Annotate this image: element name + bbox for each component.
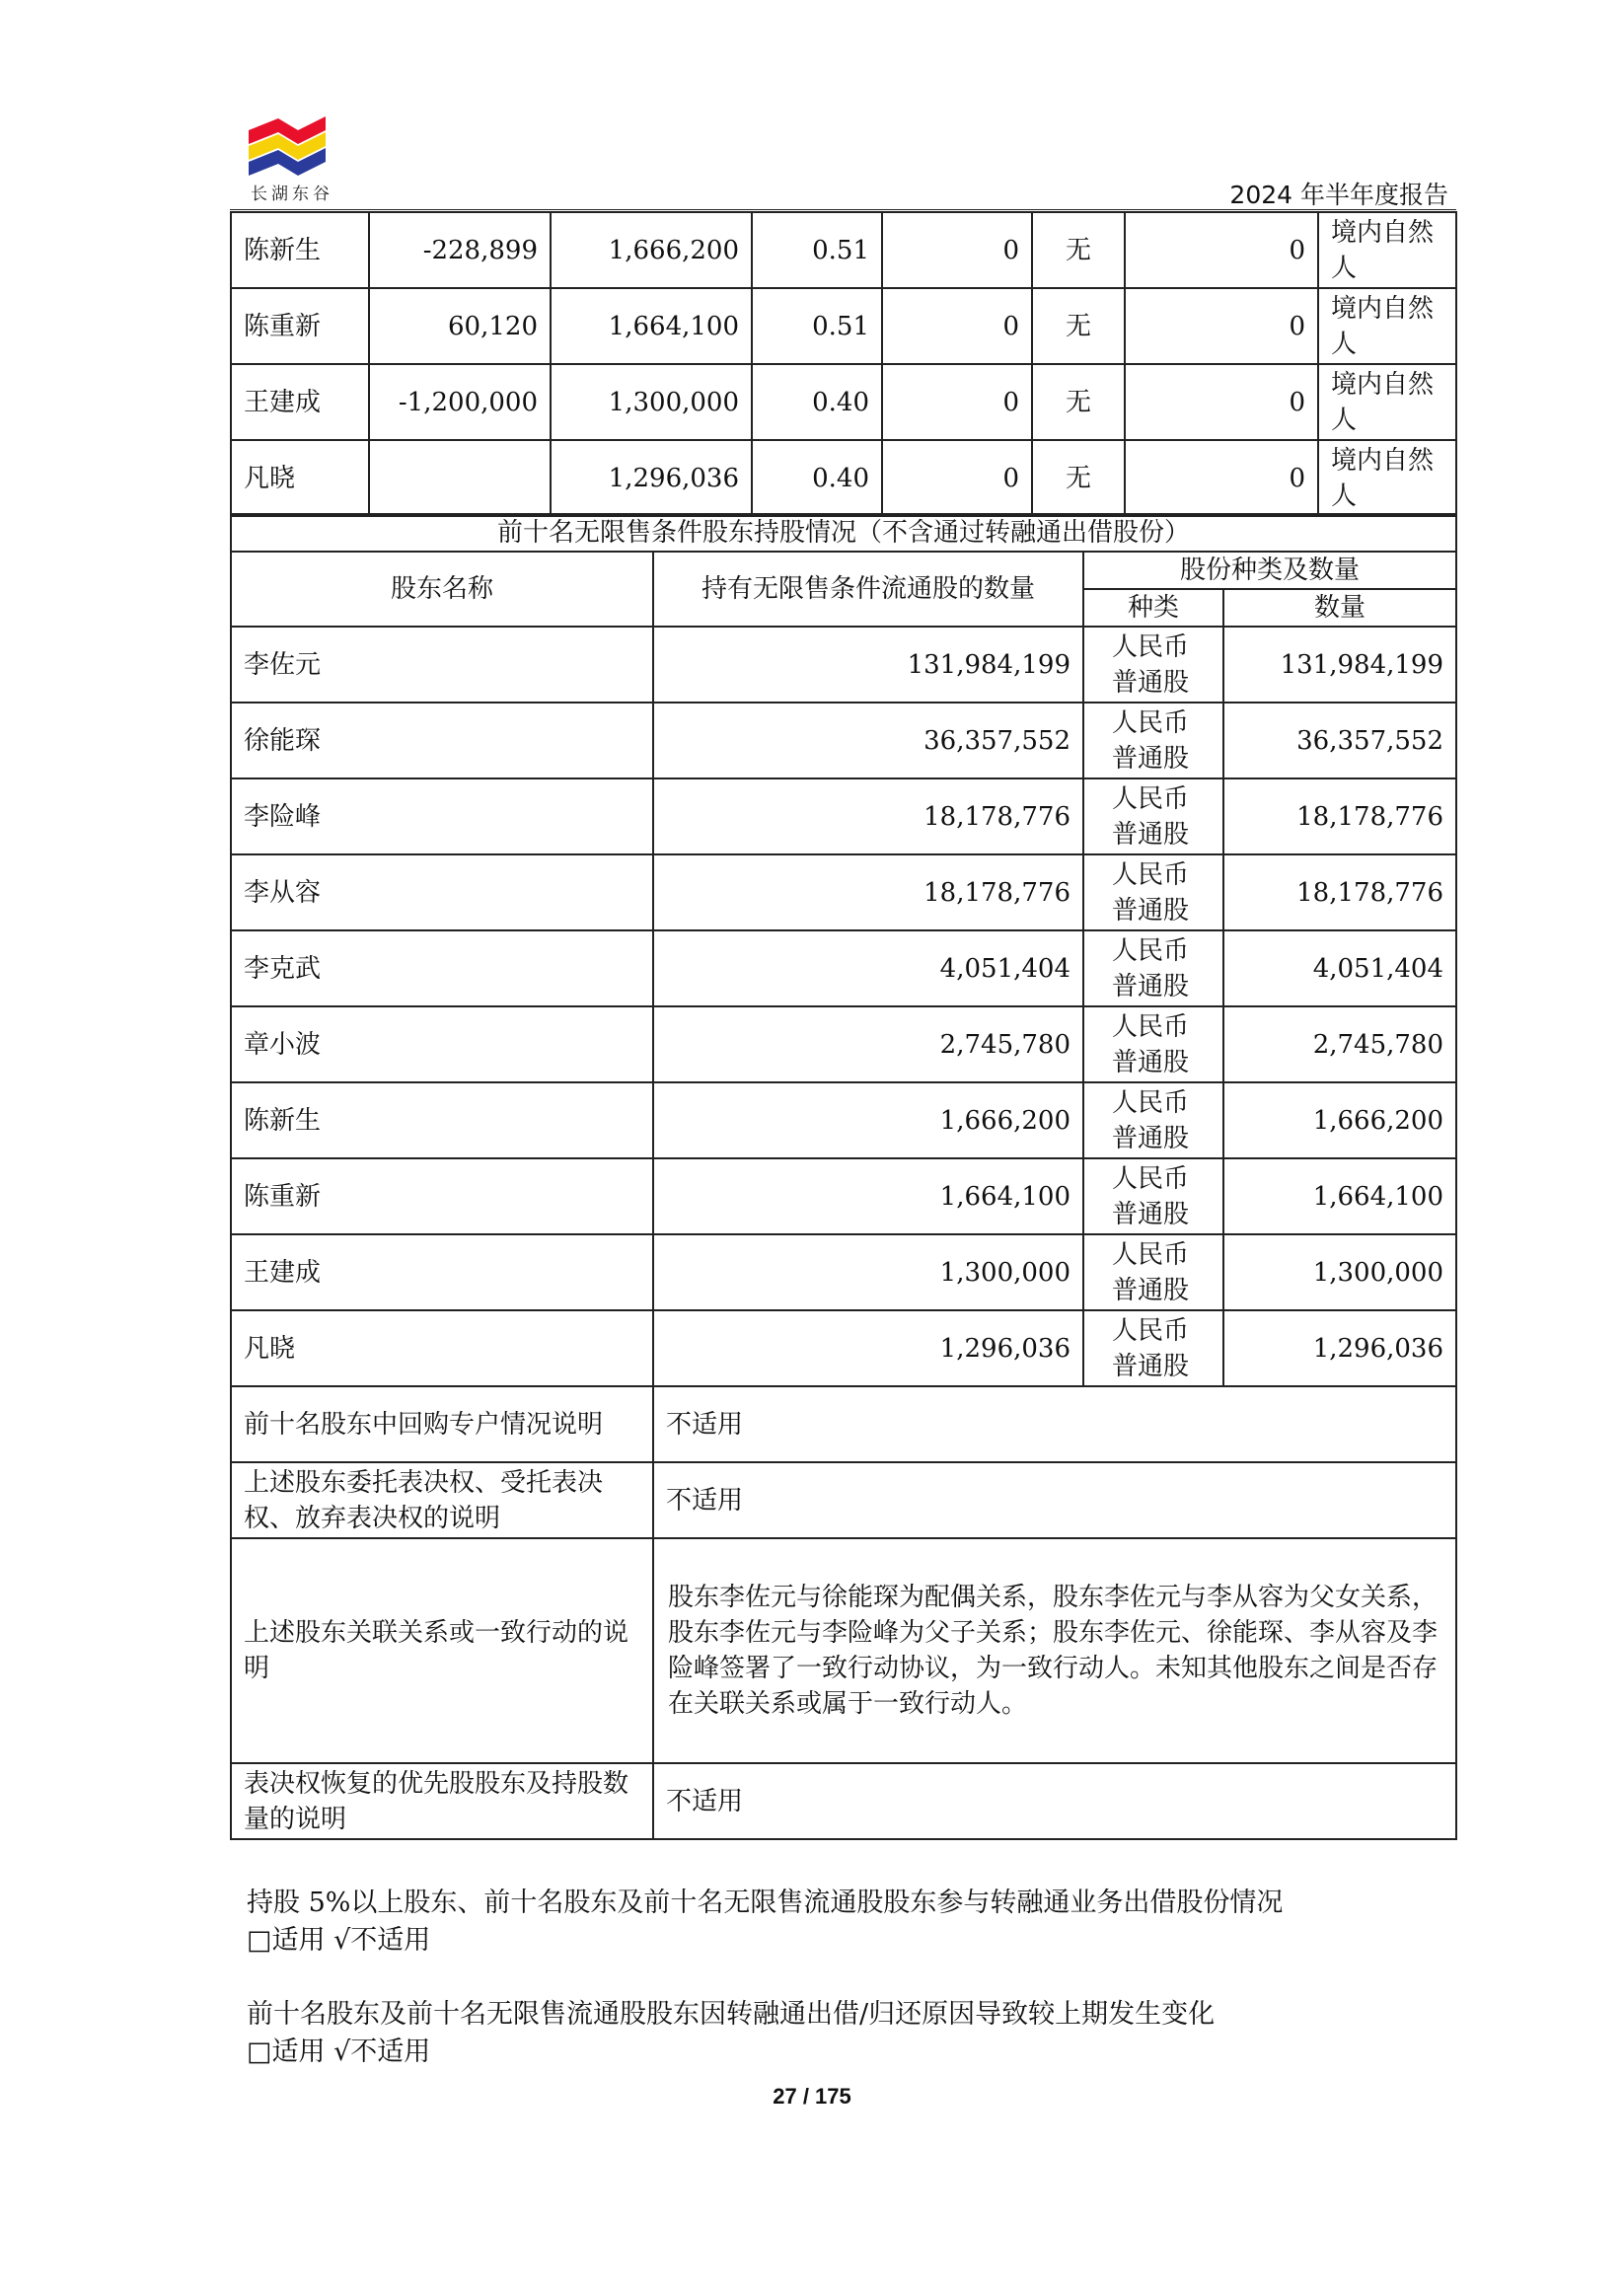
unrestricted-qty: 18,178,776 <box>653 854 1083 930</box>
restricted-shares: 0 <box>882 288 1032 364</box>
note-label: 上述股东委托表决权、受托表决权、放弃表决权的说明 <box>231 1462 653 1538</box>
shareholder-name: 凡晓 <box>231 1310 653 1386</box>
share-class: 人民币普通股 <box>1083 1082 1223 1158</box>
note-value: 不适用 <box>653 1763 1456 1839</box>
page-number: 27 / 175 <box>773 2084 851 2109</box>
share-amount: 1,664,100 <box>1223 1158 1456 1234</box>
shareholder-name: 李克武 <box>231 930 653 1006</box>
lending-disclosure-options: □适用 √不适用 <box>247 1925 431 1956</box>
share-class: 人民币普通股 <box>1083 778 1223 854</box>
table-row <box>231 778 1456 854</box>
shares-held: 1,300,000 <box>551 364 752 440</box>
share-amount: 131,984,199 <box>1223 627 1456 703</box>
shareholder-name: 陈新生 <box>231 1082 653 1158</box>
table-caption: 前十名无限售条件股东持股情况（不含通过转融通出借股份） <box>231 514 1456 552</box>
restricted-shares: 0 <box>882 212 1032 288</box>
share-class: 人民币普通股 <box>1083 703 1223 778</box>
share-amount: 2,745,780 <box>1223 1006 1456 1082</box>
note-row <box>231 1538 1456 1763</box>
logo-text: 长湖东谷 <box>251 185 333 204</box>
note-row <box>231 1462 1456 1538</box>
table-row <box>231 364 1456 440</box>
note-value: 不适用 <box>653 1386 1456 1462</box>
unrestricted-qty: 1,300,000 <box>653 1234 1083 1310</box>
table-row <box>231 930 1456 1006</box>
unrestricted-qty: 36,357,552 <box>653 703 1083 778</box>
share-class: 人民币普通股 <box>1083 930 1223 1006</box>
shareholder-name: 李险峰 <box>231 778 653 854</box>
unrestricted-qty: 1,296,036 <box>653 1310 1083 1386</box>
pledge-status: 无 <box>1032 440 1125 516</box>
note-label: 前十名股东中回购专户情况说明 <box>231 1386 653 1462</box>
restricted-shares: 0 <box>882 440 1032 516</box>
shareholder-name: 陈重新 <box>231 1158 653 1234</box>
share-class: 人民币普通股 <box>1083 1006 1223 1082</box>
shareholder-name: 陈新生 <box>231 212 369 288</box>
shares-held: 1,296,036 <box>551 440 752 516</box>
share-amount: 36,357,552 <box>1223 703 1456 778</box>
note-label: 表决权恢复的优先股股东及持股数量的说明 <box>231 1763 653 1839</box>
share-ratio: 0.40 <box>752 364 882 440</box>
table-row <box>231 1082 1456 1158</box>
unrestricted-shareholders-table <box>230 513 1457 1840</box>
note-value: 不适用 <box>653 1462 1456 1538</box>
shareholder-nature: 境内自然人 <box>1318 288 1456 364</box>
pledged-shares: 0 <box>1125 288 1318 364</box>
unrestricted-qty: 4,051,404 <box>653 930 1083 1006</box>
col-header-qty: 持有无限售条件流通股的数量 <box>653 552 1083 627</box>
table-row <box>231 440 1456 516</box>
lending-disclosure-title: 持股 5%以上股东、前十名股东及前十名无限售流通股股东参与转融通业务出借股份情况 <box>247 1888 1284 1918</box>
note-row <box>231 1386 1456 1462</box>
table-row <box>231 288 1456 364</box>
unrestricted-qty: 1,664,100 <box>653 1158 1083 1234</box>
period-change: 60,120 <box>369 288 551 364</box>
shareholder-name: 徐能琛 <box>231 703 653 778</box>
header-rule <box>230 209 1456 210</box>
note-row <box>231 1763 1456 1839</box>
shareholder-nature: 境内自然人 <box>1318 440 1456 516</box>
shares-held: 1,666,200 <box>551 212 752 288</box>
pledged-shares: 0 <box>1125 440 1318 516</box>
share-ratio: 0.51 <box>752 288 882 364</box>
note-value: 股东李佐元与徐能琛为配偶关系，股东李佐元与李从容为父女关系，股东李佐元与李险峰为父子关系；股东李佐元、徐能琛、李从容及李险峰签署了一致行动协议，为一致行动人。未知其他股东之间是否存在关联关系或属于一致行动人。 <box>653 1538 1456 1763</box>
shareholder-name: 王建成 <box>231 1234 653 1310</box>
table-row <box>231 1310 1456 1386</box>
unrestricted-qty: 18,178,776 <box>653 778 1083 854</box>
share-amount: 18,178,776 <box>1223 854 1456 930</box>
report-title: 2024 年半年度报告 <box>1229 181 1448 209</box>
share-ratio: 0.51 <box>752 212 882 288</box>
lending-change-title: 前十名股东及前十名无限售流通股股东因转融通出借/归还原因导致较上期发生变化 <box>247 1999 1216 2030</box>
period-change <box>369 440 551 516</box>
share-ratio: 0.40 <box>752 440 882 516</box>
pledged-shares: 0 <box>1125 212 1318 288</box>
pledged-shares: 0 <box>1125 364 1318 440</box>
share-amount: 1,296,036 <box>1223 1310 1456 1386</box>
period-change: -228,899 <box>369 212 551 288</box>
top-shareholders-table <box>230 211 1457 517</box>
share-amount: 1,666,200 <box>1223 1082 1456 1158</box>
shares-held: 1,664,100 <box>551 288 752 364</box>
share-class: 人民币普通股 <box>1083 1158 1223 1234</box>
unrestricted-qty: 131,984,199 <box>653 627 1083 703</box>
unrestricted-qty: 2,745,780 <box>653 1006 1083 1082</box>
lending-change-options: □适用 √不适用 <box>247 2037 431 2067</box>
share-amount: 1,300,000 <box>1223 1234 1456 1310</box>
shareholder-name: 陈重新 <box>231 288 369 364</box>
table-row <box>231 1158 1456 1234</box>
restricted-shares: 0 <box>882 364 1032 440</box>
shareholder-name: 章小波 <box>231 1006 653 1082</box>
shareholder-nature: 境内自然人 <box>1318 212 1456 288</box>
table-row <box>231 212 1456 288</box>
share-class: 人民币普通股 <box>1083 627 1223 703</box>
pledge-status: 无 <box>1032 212 1125 288</box>
shareholder-name: 凡晓 <box>231 440 369 516</box>
shareholder-nature: 境内自然人 <box>1318 364 1456 440</box>
shareholder-name: 李佐元 <box>231 627 653 703</box>
pledge-status: 无 <box>1032 364 1125 440</box>
share-amount: 18,178,776 <box>1223 778 1456 854</box>
lending-change-disclosure <box>247 1996 1215 2071</box>
col-header-type: 种类 <box>1083 589 1223 627</box>
share-class: 人民币普通股 <box>1083 1234 1223 1310</box>
table-row <box>231 1006 1456 1082</box>
share-amount: 4,051,404 <box>1223 930 1456 1006</box>
table-row <box>231 627 1456 703</box>
col-header-type-group: 股份种类及数量 <box>1083 552 1456 589</box>
table-row <box>231 1234 1456 1310</box>
shareholder-name: 李从容 <box>231 854 653 930</box>
note-label: 上述股东关联关系或一致行动的说明 <box>231 1538 653 1763</box>
period-change: -1,200,000 <box>369 364 551 440</box>
col-header-amount: 数量 <box>1223 589 1456 627</box>
col-header-name: 股东名称 <box>231 552 653 627</box>
pledge-status: 无 <box>1032 288 1125 364</box>
table-row <box>231 703 1456 778</box>
table-row <box>231 854 1456 930</box>
share-class: 人民币普通股 <box>1083 1310 1223 1386</box>
unrestricted-qty: 1,666,200 <box>653 1082 1083 1158</box>
shareholder-name: 王建成 <box>231 364 369 440</box>
lending-disclosure <box>247 1885 1283 1960</box>
share-class: 人民币普通股 <box>1083 854 1223 930</box>
